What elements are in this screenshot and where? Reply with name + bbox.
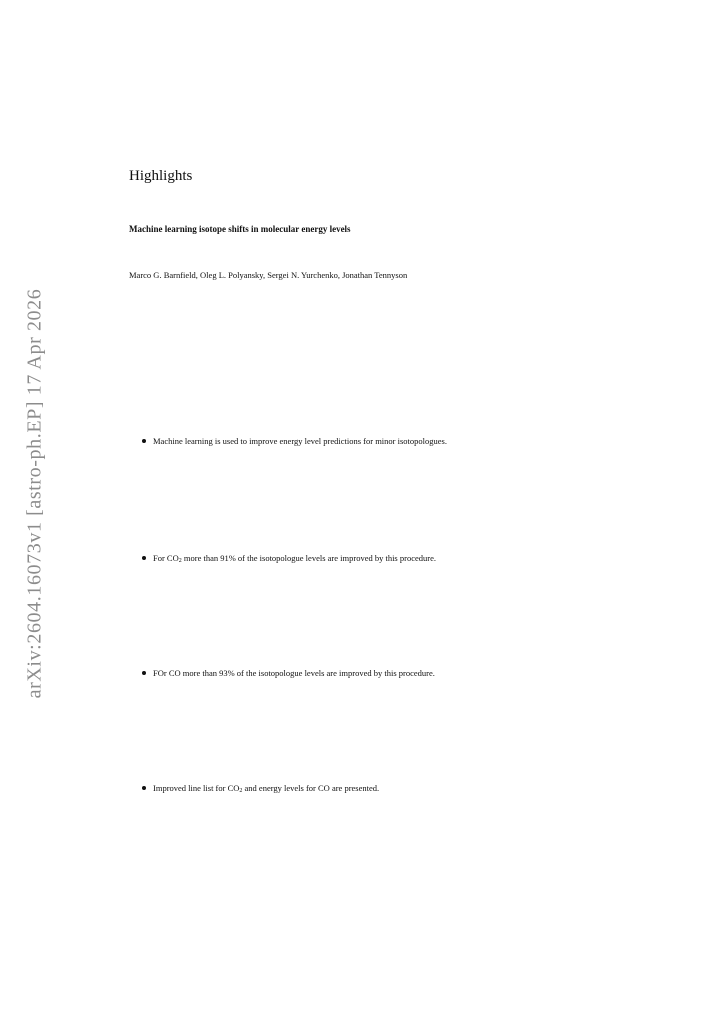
highlight-item [142,668,435,678]
bullet-icon [142,556,146,560]
highlight-item [142,436,447,446]
highlight-text-continued: more than 91% of the isotopologue levels are improved by this procedure. [181,553,436,563]
highlight-text: For CO [153,553,179,563]
bullet-icon [142,671,146,675]
subscript: 2 [178,558,182,564]
highlight-text: Machine learning is used to improve energy level predictions for minor isotopologues. [153,436,447,446]
highlight-item [142,553,436,564]
highlight-text: Improved line list for CO [153,783,240,793]
paper-title: Machine learning isotope shifts in molecular energy levels [129,224,351,234]
highlights-heading: Highlights [129,168,193,184]
highlight-text: FOr CO more than 93% of the isotopologue levels are improved by this procedure. [153,668,435,678]
arxiv-stamp-text: arXiv:2604.16073v1 [astro-ph.EP] 17 Apr 2026 [23,288,46,698]
subscript: 2 [239,788,243,794]
author-list: Marco G. Barnfield, Oleg L. Polyansky, Sergei N. Yurchenko, Jonathan Tennyson [129,270,408,280]
bullet-icon [142,786,146,790]
arxiv-stamp [18,268,52,718]
highlight-item [142,783,379,794]
highlight-text-continued: and energy levels for CO are presented. [242,783,380,793]
bullet-icon [142,439,146,443]
